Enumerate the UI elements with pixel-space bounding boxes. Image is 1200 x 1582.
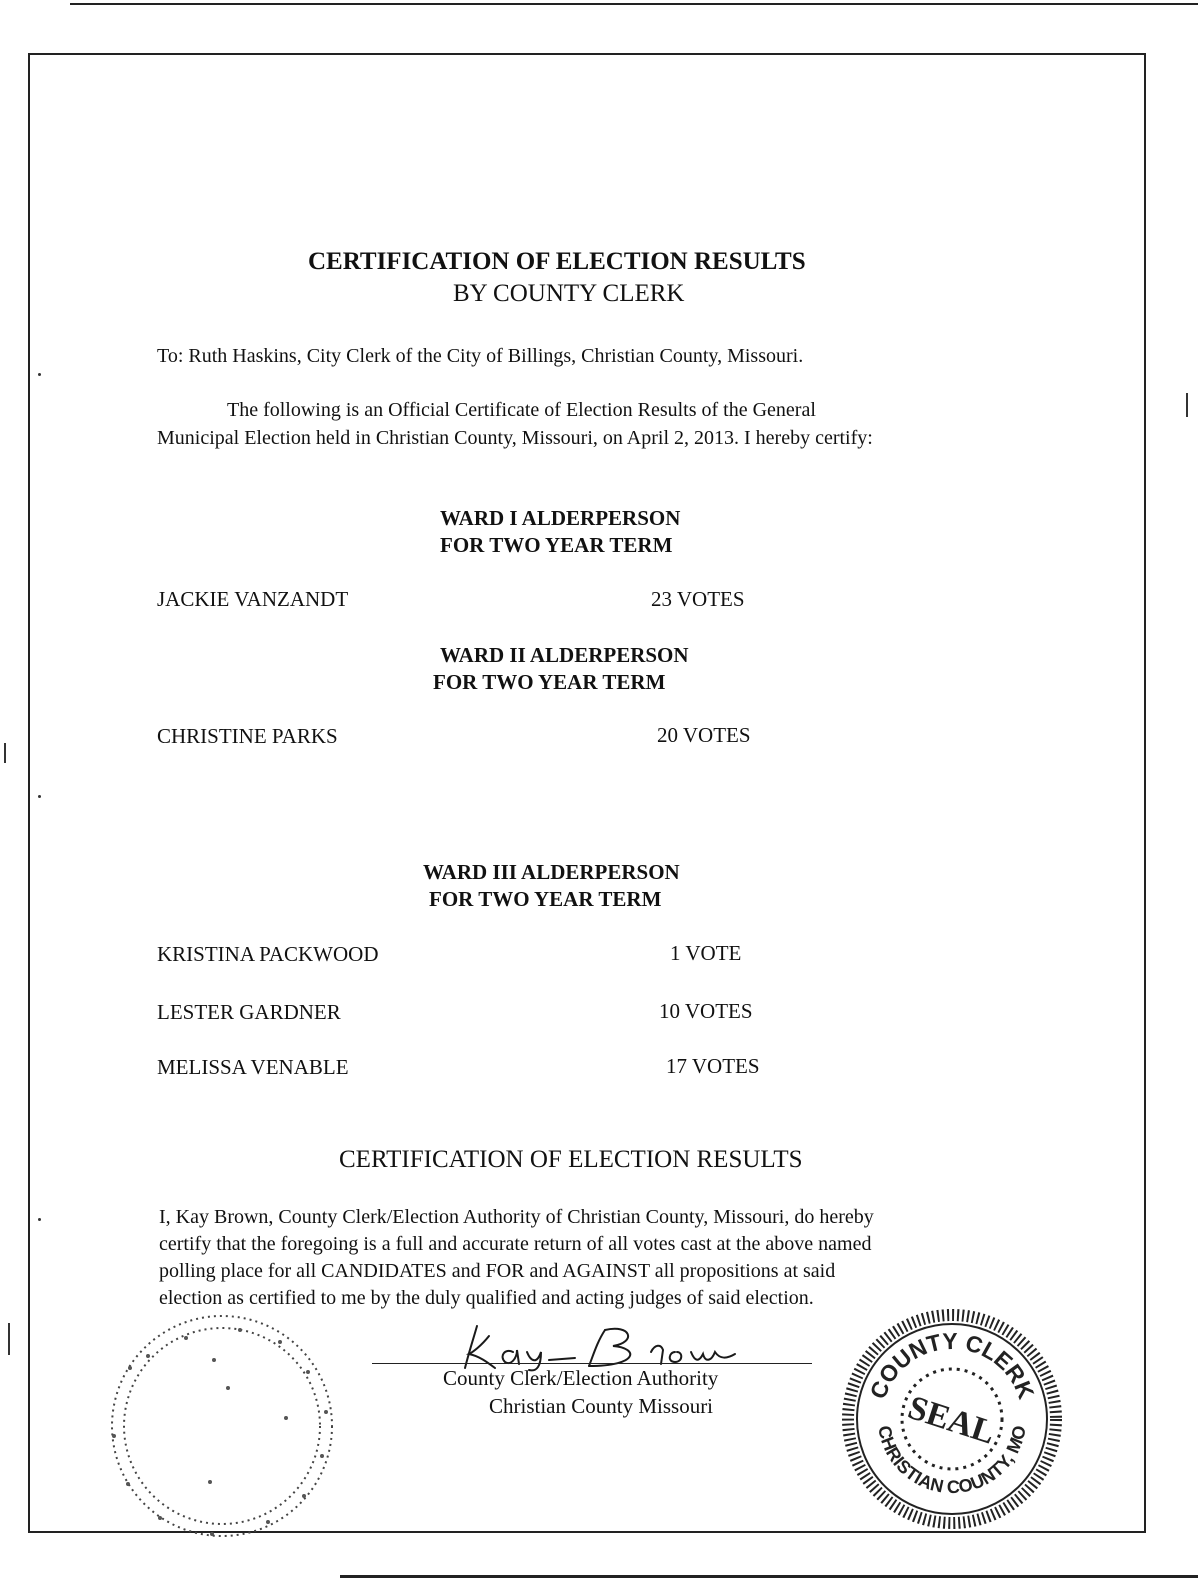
certification-heading: CERTIFICATION OF ELECTION RESULTS: [339, 1146, 803, 1173]
scan-edge-top: [70, 3, 1198, 5]
scan-mark-right: [1186, 393, 1188, 417]
candidate-name: KRISTINA PACKWOOD: [157, 942, 379, 966]
signature: [455, 1322, 785, 1372]
vote-count: 1 VOTE: [670, 941, 742, 965]
race-title: WARD III ALDERPERSON: [423, 860, 680, 884]
intro-line: The following is an Official Certificate of Election Results of the General: [227, 399, 816, 421]
certification-line: certify that the foregoing is a full and accurate return of all votes cast at the above named: [159, 1233, 872, 1255]
certification-line: polling place for all CANDIDATES and FOR and AGAINST all propositions at said: [159, 1260, 836, 1282]
certification-line: election as certified to me by the duly qualified and acting judges of said election.: [159, 1287, 814, 1309]
signer-county: Christian County Missouri: [489, 1394, 714, 1418]
scan-mark-left: [4, 743, 6, 763]
race-term: FOR TWO YEAR TERM: [433, 670, 666, 694]
seal-center-text: SEAL: [903, 1389, 1000, 1452]
intro-line: Municipal Election held in Christian County, Missouri, on April 2, 2013. I hereby certify:: [157, 427, 873, 449]
certification-line: I, Kay Brown, County Clerk/Election Authority of Christian County, Missouri, do hereby: [159, 1206, 874, 1228]
county-clerk-seal: [840, 1307, 1065, 1532]
candidate-name: MELISSA VENABLE: [157, 1055, 349, 1079]
seal-top-text: COUNTY CLERK: [864, 1327, 1040, 1403]
candidate-name: JACKIE VANZANDT: [157, 587, 349, 611]
seal-bottom-text: CHRISTIAN COUNTY, MO: [874, 1423, 1030, 1498]
embossed-seal-left: [90, 1308, 355, 1548]
vote-count: 20 VOTES: [657, 723, 751, 747]
race-term: FOR TWO YEAR TERM: [440, 533, 673, 557]
scan-mark-left: [8, 1323, 10, 1355]
document-title: CERTIFICATION OF ELECTION RESULTS: [308, 248, 806, 275]
race-title: WARD II ALDERPERSON: [440, 643, 689, 667]
signer-title: County Clerk/Election Authority: [443, 1366, 719, 1390]
vote-count: 10 VOTES: [659, 999, 753, 1023]
race-term: FOR TWO YEAR TERM: [429, 887, 662, 911]
signature-line: [372, 1363, 812, 1364]
race-title: WARD I ALDERPERSON: [440, 506, 681, 530]
scan-edge-bottom: [340, 1575, 1198, 1578]
addressee-line: To: Ruth Haskins, City Clerk of the City of Billings, Christian County, Missouri.: [157, 345, 804, 367]
candidate-name: LESTER GARDNER: [157, 1000, 341, 1024]
document-subtitle: BY COUNTY CLERK: [453, 280, 685, 307]
candidate-name: CHRISTINE PARKS: [157, 724, 338, 748]
vote-count: 17 VOTES: [666, 1054, 760, 1078]
vote-count: 23 VOTES: [651, 587, 745, 611]
